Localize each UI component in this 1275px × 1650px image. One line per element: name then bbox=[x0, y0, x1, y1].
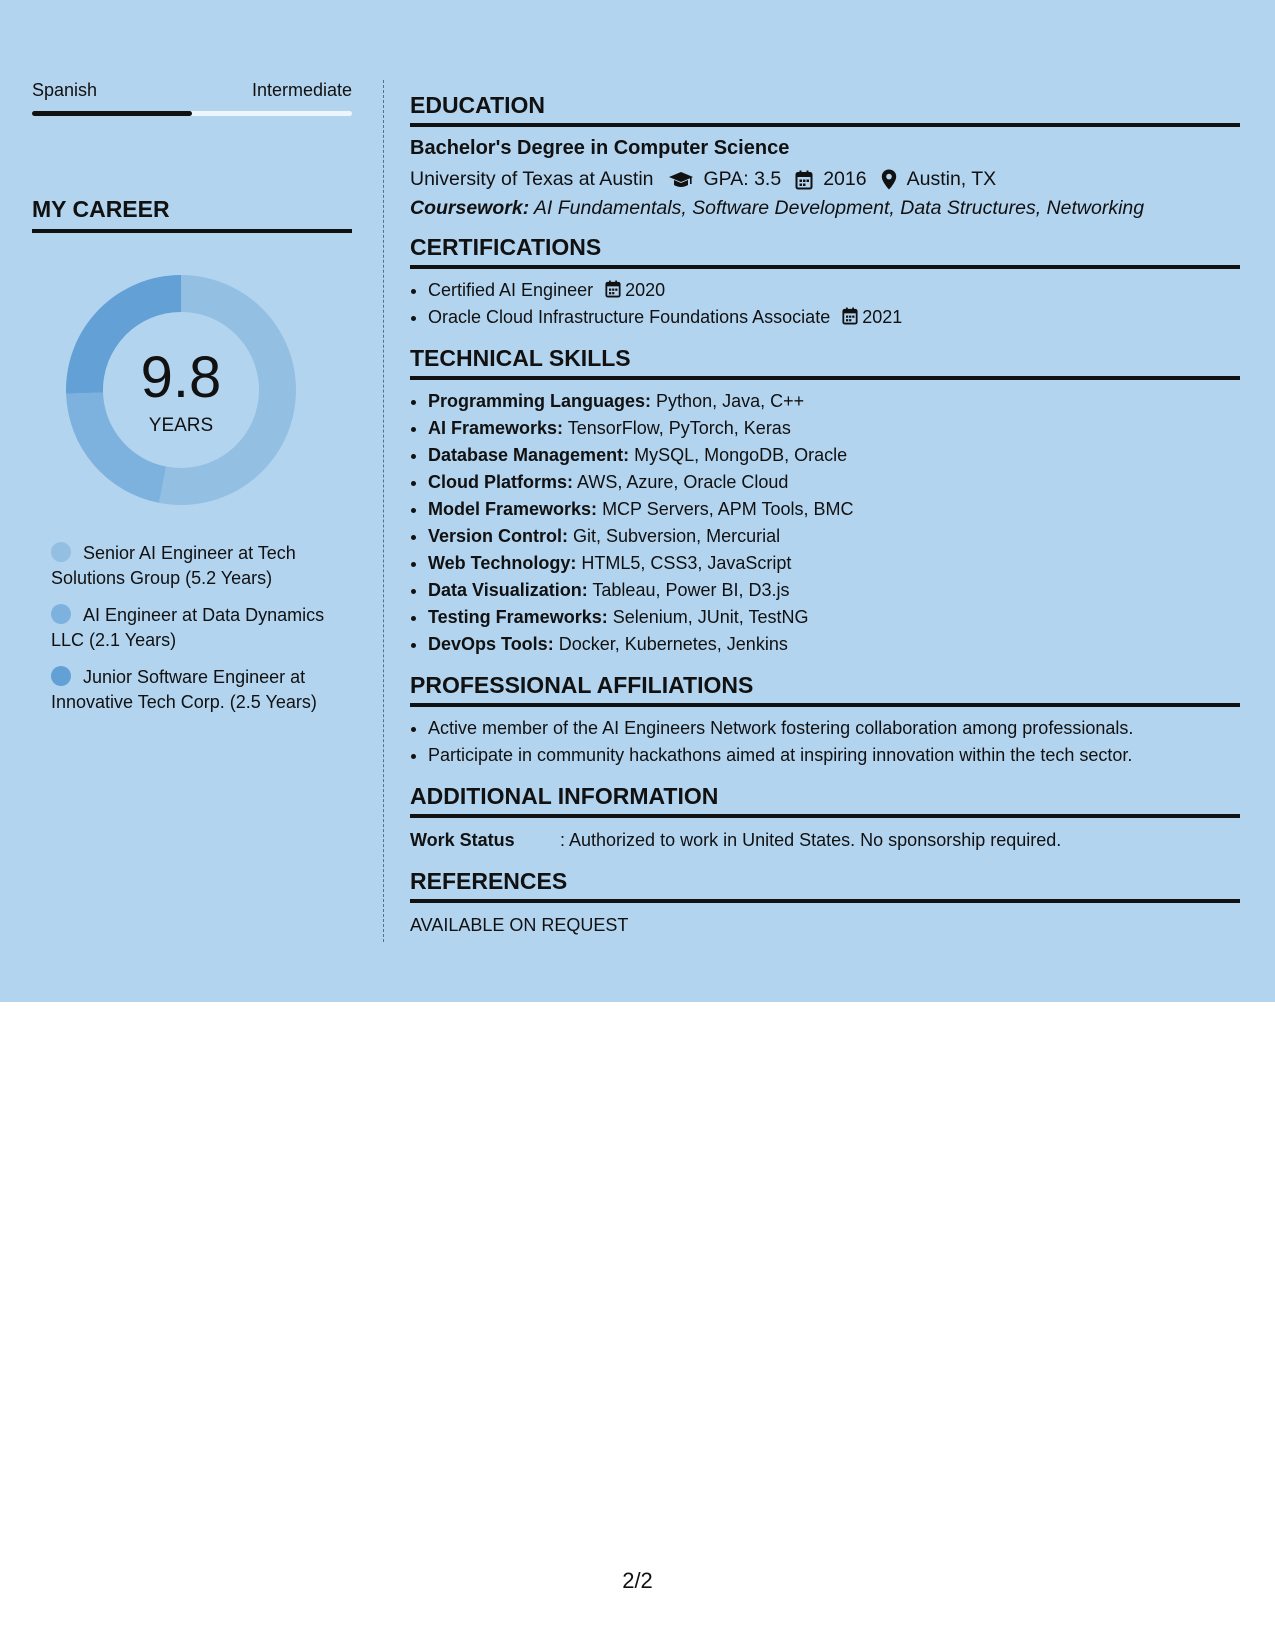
language-row bbox=[32, 80, 352, 101]
language-proficiency-bar bbox=[32, 111, 352, 116]
school-name: University of Texas at Austin bbox=[410, 168, 654, 190]
certifications-list bbox=[410, 277, 1240, 331]
references-text: AVAILABLE ON REQUEST bbox=[410, 915, 629, 935]
career-donut-chart bbox=[66, 275, 296, 505]
coursework-list: AI Fundamentals, Software Development, Data Structures, Networking bbox=[533, 197, 1145, 219]
skill-value: HTML5, CSS3, JavaScript bbox=[581, 553, 792, 573]
skill-value: Docker, Kubernetes, Jenkins bbox=[558, 634, 788, 654]
legend-dot bbox=[51, 666, 71, 686]
skill-value: MySQL, MongoDB, Oracle bbox=[634, 445, 848, 465]
career-legend bbox=[32, 541, 352, 715]
section-title: EDUCATION bbox=[410, 92, 1240, 127]
work-status-row bbox=[410, 826, 1240, 854]
certification-name: Oracle Cloud Infrastructure Foundations Associate bbox=[428, 307, 831, 327]
skill-label: Database Management: bbox=[428, 445, 630, 465]
section-title: ADDITIONAL INFORMATION bbox=[410, 783, 1240, 818]
language-name: Spanish bbox=[32, 80, 98, 100]
calendar-icon bbox=[842, 307, 858, 325]
coursework-label: Coursework: bbox=[410, 197, 530, 219]
skill-label: Version Control: bbox=[428, 526, 569, 546]
career-legend-item bbox=[51, 665, 352, 715]
school-location: Austin, TX bbox=[906, 168, 997, 190]
skill-value: TensorFlow, PyTorch, Keras bbox=[567, 418, 791, 438]
column-divider bbox=[383, 80, 384, 942]
career-role-label: Senior AI Engineer at Tech Solutions Group (5.2 Years) bbox=[51, 543, 296, 588]
legend-dot bbox=[51, 604, 71, 624]
skill-item bbox=[428, 496, 1240, 523]
skill-value: Git, Subversion, Mercurial bbox=[573, 526, 781, 546]
legend-dot bbox=[51, 542, 71, 562]
career-role-label: Junior Software Engineer at Innovative Tech Corp. (2.5 Years) bbox=[51, 667, 317, 712]
skill-item bbox=[428, 442, 1240, 469]
education-section bbox=[410, 92, 1240, 220]
skill-item bbox=[428, 415, 1240, 442]
sidebar bbox=[32, 80, 352, 727]
affiliations-section bbox=[410, 672, 1240, 769]
skill-item bbox=[428, 577, 1240, 604]
career-legend-item bbox=[51, 541, 352, 591]
coursework bbox=[410, 197, 1240, 220]
skill-item bbox=[428, 550, 1240, 577]
work-status-value: : Authorized to work in United States. No sponsorship required. bbox=[560, 830, 1062, 850]
language-level: Intermediate bbox=[251, 80, 352, 100]
skill-value: Selenium, JUnit, TestNG bbox=[612, 607, 809, 627]
skill-item bbox=[428, 604, 1240, 631]
skill-value: MCP Servers, APM Tools, BMC bbox=[602, 499, 854, 519]
language-proficiency-fill bbox=[32, 111, 192, 116]
skills-list bbox=[410, 388, 1240, 658]
career-total-years: 9.8 bbox=[140, 345, 222, 410]
calendar-icon bbox=[795, 170, 813, 190]
affiliation-item: • Active member of the AI Engineers Network fostering collaboration among professionals. bbox=[428, 715, 1240, 742]
main-column bbox=[410, 92, 1240, 953]
donut-center bbox=[66, 275, 296, 505]
work-status-label: Work Status bbox=[410, 830, 515, 850]
certification-year: 2020 bbox=[625, 280, 666, 300]
page-number: 2/2 bbox=[622, 1568, 653, 1593]
certification-name: Certified AI Engineer bbox=[428, 280, 594, 300]
gpa: GPA: 3.5 bbox=[703, 168, 782, 190]
calendar-icon bbox=[605, 280, 621, 298]
skill-value: Python, Java, C++ bbox=[656, 391, 805, 411]
certification-year: 2021 bbox=[862, 307, 903, 327]
career-legend-item bbox=[51, 603, 352, 653]
certification-item bbox=[428, 304, 1240, 331]
graduation-year: 2016 bbox=[823, 168, 867, 190]
references-section bbox=[410, 868, 1240, 939]
career-heading: MY CAREER bbox=[32, 196, 352, 233]
certifications-section bbox=[410, 234, 1240, 331]
skill-label: Cloud Platforms: bbox=[428, 472, 574, 492]
skill-item bbox=[428, 631, 1240, 658]
career-role-label: AI Engineer at Data Dynamics LLC (2.1 Years) bbox=[51, 605, 325, 650]
affiliation-item: • Participate in community hackathons aimed at inspiring innovation within the tech sector. bbox=[428, 742, 1240, 769]
skill-value: AWS, Azure, Oracle Cloud bbox=[577, 472, 789, 492]
skill-item bbox=[428, 469, 1240, 496]
additional-info-section bbox=[410, 783, 1240, 854]
skill-label: Programming Languages: bbox=[428, 391, 652, 411]
skill-value: Tableau, Power BI, D3.js bbox=[592, 580, 790, 600]
section-title: PROFESSIONAL AFFILIATIONS bbox=[410, 672, 1240, 707]
degree-title: Bachelor's Degree in Computer Science bbox=[410, 137, 790, 159]
skill-label: Data Visualization: bbox=[428, 580, 588, 600]
education-details bbox=[410, 164, 1240, 195]
skill-item bbox=[428, 388, 1240, 415]
section-title: REFERENCES bbox=[410, 868, 1240, 903]
skill-item bbox=[428, 523, 1240, 550]
affiliations-list bbox=[410, 715, 1240, 769]
skills-section bbox=[410, 345, 1240, 658]
skill-label: Testing Frameworks: bbox=[428, 607, 608, 627]
section-title: CERTIFICATIONS bbox=[410, 234, 1240, 269]
certification-item bbox=[428, 277, 1240, 304]
graduation-cap-icon bbox=[668, 170, 694, 190]
section-title: TECHNICAL SKILLS bbox=[410, 345, 1240, 380]
skill-label: DevOps Tools: bbox=[428, 634, 554, 654]
skill-label: AI Frameworks: bbox=[428, 418, 564, 438]
skill-label: Model Frameworks: bbox=[428, 499, 598, 519]
skill-label: Web Technology: bbox=[428, 553, 577, 573]
career-total-unit: YEARS bbox=[148, 415, 214, 436]
location-pin-icon bbox=[881, 169, 897, 190]
